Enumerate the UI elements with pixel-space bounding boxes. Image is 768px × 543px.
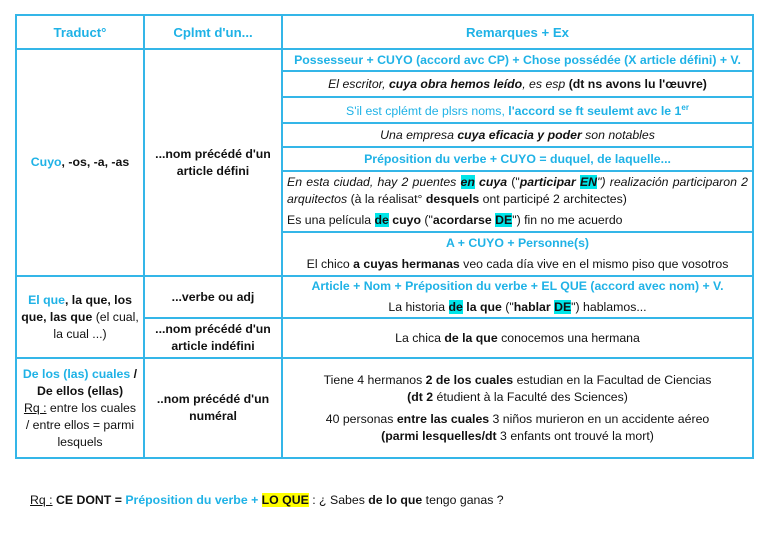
header-row [16, 15, 753, 49]
header-traduct: Traduct° [16, 15, 144, 49]
cuales-examples: Tiene 4 hermanos 2 de los cuales estudian en la Facultad de Ciencias (dt 2 étudient à la Faculté des Sciences) 40 personas entre las cuales 3 niños murieron en un accidente aéreo (parmi lesquelles/dt 3 enfants ont trouvé la mort) [282, 358, 753, 458]
cuyo-rule-1: Possesseur + CUYO (accord avc CP) + Chose possédée (X article défini) + V. [282, 49, 753, 71]
el-que-translation: El que, la que, los que, las que (el cual, la cual ...) [16, 276, 144, 358]
el-que-rule: Article + Nom + Préposition du verbe + EL QUE (accord avec nom) + V. La historia de la que ("hablar DE") hablamos... [282, 276, 753, 318]
cuyo-rule-2: S'il est cplémt de plsrs noms, l'accord se ft seulemt avc le 1er [282, 97, 753, 123]
el-que-complement-b: ...nom précédé d'un article indéfini [144, 318, 282, 358]
cuales-row [16, 358, 753, 458]
grammar-table [15, 14, 754, 459]
el-que-complement-a: ...verbe ou adj [144, 276, 282, 318]
cuyo-example-3 [282, 171, 753, 232]
cuyo-example-3b: Es una película de cuyo ("acordarse DE") fin no me acuerdo [287, 213, 623, 227]
el-que-example: La chica de la que conocemos una hermana [282, 318, 753, 358]
cuyo-complement: ...nom précédé d'un article défini [144, 49, 282, 276]
header-remarques: Remarques + Ex [282, 15, 753, 49]
footnote: Rq : CE DONT = Préposition du verbe + LO QUE : ¿ Sabes de lo que tengo ganas ? [30, 493, 504, 507]
cuales-translation: De los (las) cuales / De ellos (ellas) Rq : entre los cuales / entre ellos = parmi lesquels [16, 358, 144, 458]
cuyo-translation: Cuyo, -os, -a, -as [16, 49, 144, 276]
cuyo-example-2: Una empresa cuya eficacia y poder son notables [282, 123, 753, 147]
cuyo-row [16, 49, 753, 71]
cuyo-persons: A + CUYO + Personne(s) El chico a cuyas hermanas veo cada día vive en el mismo piso que vosotros [282, 232, 753, 276]
el-que-row [16, 276, 753, 318]
cuyo-example-1: El escritor, cuya obra hemos leído, es esp (dt ns avons lu l'œuvre) [282, 71, 753, 97]
header-cplmt: Cplmt d'un... [144, 15, 282, 49]
cuyo-example-3a: En esta ciudad, hay 2 puentes en cuya ("participar EN") realización participaron 2 arquitectos (à la réalisat° desquels ont participé 2 architectes) [287, 175, 748, 206]
cuales-complement: ..nom précédé d'un numéral [144, 358, 282, 458]
cuyo-rule-3: Préposition du verbe + CUYO = duquel, de laquelle... [282, 147, 753, 171]
